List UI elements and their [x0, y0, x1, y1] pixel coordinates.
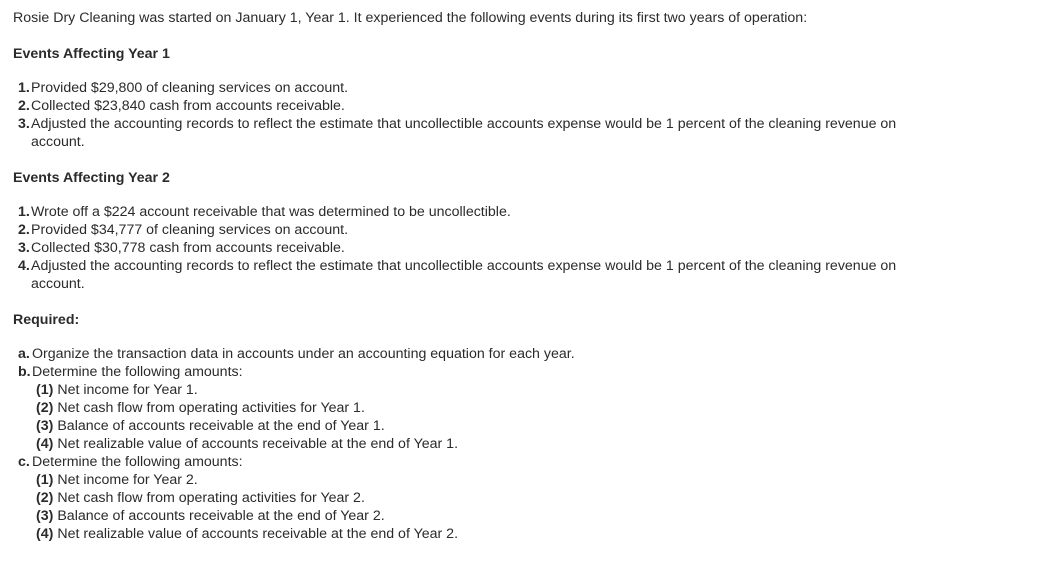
- sub-text: Net cash flow from operating activities for Year 2.: [57, 490, 365, 506]
- intro-text: Rosie Dry Cleaning was started on January 1, Year 1. It experienced the following events during its first two years of operation:: [13, 10, 808, 26]
- required-b-sub-3: [18, 417, 1029, 435]
- year2-event-4: [18, 257, 1029, 293]
- sub-text: Net income for Year 1.: [57, 382, 198, 398]
- required-c-sub-1: [18, 471, 1029, 489]
- required-a: [18, 345, 1029, 363]
- sub-text: Net income for Year 2.: [57, 472, 198, 488]
- event-number: 2.: [18, 222, 30, 238]
- sub-number: (1): [36, 472, 54, 488]
- problem-document: [13, 7, 1029, 543]
- event-text: Provided $34,777 of cleaning services on account.: [31, 222, 349, 238]
- sub-text: Net realizable value of accounts receivable at the end of Year 1.: [57, 436, 459, 452]
- sub-number: (2): [36, 490, 54, 506]
- required-text: Organize the transaction data in accounts under an accounting equation for each year.: [32, 346, 575, 362]
- event-number: 2.: [18, 98, 30, 114]
- required-b: [18, 363, 1029, 381]
- event-text: Collected $23,840 cash from accounts receivable.: [31, 98, 345, 114]
- required-label: a.: [18, 346, 30, 362]
- event-text: Adjusted the accounting records to reflect the estimate that uncollectible accounts expense would be 1 percent of the cleaning revenue on account.: [31, 258, 897, 292]
- year2-events-list: [13, 203, 1029, 293]
- year2-heading: Events Affecting Year 2: [13, 170, 170, 186]
- year1-events-list: [13, 79, 1029, 151]
- required-b-sub-4: [18, 435, 1029, 453]
- required-list: [13, 345, 1029, 543]
- sub-number: (3): [36, 508, 54, 524]
- required-label: c.: [18, 454, 30, 470]
- sub-number: (4): [36, 526, 54, 542]
- event-text: Wrote off a $224 account receivable that was determined to be uncollectible.: [31, 204, 511, 220]
- required-text: Determine the following amounts:: [32, 364, 243, 380]
- sub-number: (4): [36, 436, 54, 452]
- event-number: 3.: [18, 116, 30, 132]
- year2-event-1: [18, 203, 1029, 221]
- sub-number: (2): [36, 400, 54, 416]
- required-b-sub-1: [18, 381, 1029, 399]
- event-text: Adjusted the accounting records to reflect the estimate that uncollectible accounts expense would be 1 percent of the cleaning revenue on account.: [31, 116, 897, 150]
- event-number: 3.: [18, 240, 30, 256]
- sub-text: Balance of accounts receivable at the end of Year 1.: [57, 418, 385, 434]
- required-label: b.: [18, 364, 31, 380]
- required-c: [18, 453, 1029, 471]
- year1-event-2: [18, 97, 1029, 115]
- required-text: Determine the following amounts:: [32, 454, 243, 470]
- event-text: Collected $30,778 cash from accounts receivable.: [31, 240, 345, 256]
- sub-text: Balance of accounts receivable at the end of Year 2.: [57, 508, 385, 524]
- event-number: 4.: [18, 258, 30, 274]
- sub-text: Net realizable value of accounts receivable at the end of Year 2.: [57, 526, 459, 542]
- sub-text: Net cash flow from operating activities for Year 1.: [57, 400, 365, 416]
- required-c-sub-2: [18, 489, 1029, 507]
- sub-number: (3): [36, 418, 54, 434]
- event-number: 1.: [18, 204, 30, 220]
- sub-number: (1): [36, 382, 54, 398]
- year2-event-2: [18, 221, 1029, 239]
- required-c-sub-3: [18, 507, 1029, 525]
- year1-event-3: [18, 115, 1029, 151]
- year1-heading: Events Affecting Year 1: [13, 46, 170, 62]
- required-c-sub-4: [18, 525, 1029, 543]
- year2-event-3: [18, 239, 1029, 257]
- required-b-sub-2: [18, 399, 1029, 417]
- year1-event-1: [18, 79, 1029, 97]
- event-text: Provided $29,800 of cleaning services on account.: [31, 80, 349, 96]
- event-number: 1.: [18, 80, 30, 96]
- required-heading: Required:: [13, 312, 80, 328]
